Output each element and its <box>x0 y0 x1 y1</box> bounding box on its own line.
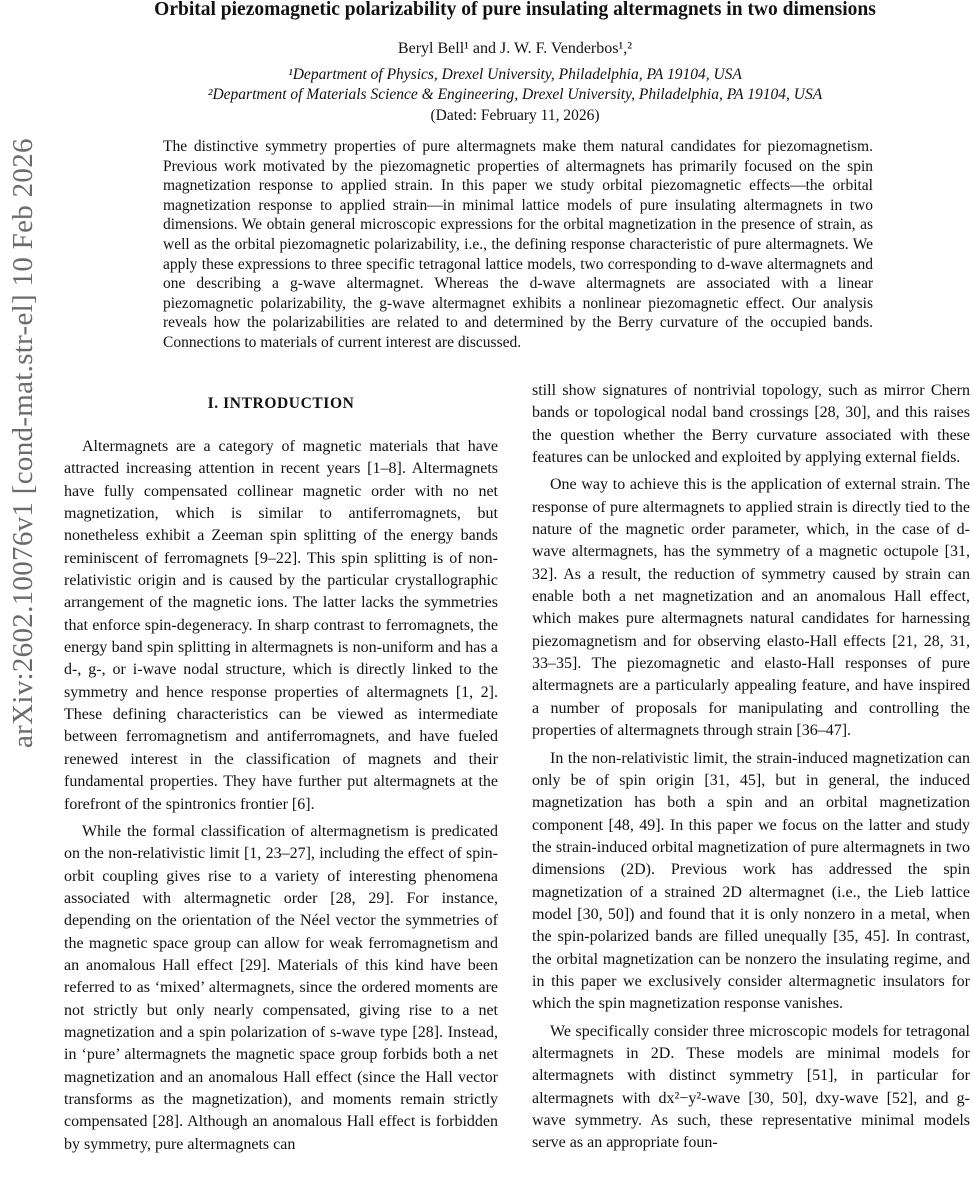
author-list: Beryl Bell¹ and J. W. F. Venderbos¹,² <box>397 40 633 57</box>
left-column <box>64 436 498 1200</box>
right-column <box>532 380 970 1200</box>
paragraph: We specifically consider three microscopic models for tetragonal altermagnets in 2D. These models are minimal models for altermagnets with distinct symmetry [51], in particular for altermagnets with dx²−y²-wave [30, 50], dxy-wave [52], and g-wave symmetry. As such, these representative minimal models serve as an appropriate foun- <box>532 1022 970 1152</box>
paragraph: One way to achieve this is the application of external strain. The response of pure altermagnets to applied strain is directly tied to the nature of the magnetic order parameter, which, in the case of d-wave altermagnets, has the symmetry of a magnetic octupole [31, 32]. As a result, the reduction of symmetry caused by strain can enable both a net magnetization and an anomalous Hall effect, which makes pure altermagnets natural candidates for harnessing piezomagnetism and for observing elasto-Hall effects [21, 28, 31, 33–35]. The piezomagnetic and elasto-Hall responses of pure altermagnets are a particularly appealing feature, and have inspired a number of proposals for manipulating and controlling the properties of altermagnets through strain [36–47]. <box>532 476 970 740</box>
arxiv-identifier: arXiv:2602.10076v1 [cond-mat.str-el] 10 Feb 2026 <box>7 138 39 748</box>
affiliation-2: ²Department of Materials Science & Engineering, Drexel University, Philadelphia, PA 19104, USA <box>207 86 823 103</box>
paragraph: still show signatures of nontrivial topology, such as mirror Chern bands or topological nodal band crossings [28, 30], and this raises the question whether the Berry curvature associated with these features can be unlocked and exploited by applying external fields. <box>532 382 970 467</box>
paper-title: Orbital piezomagnetic polarizability of pure insulating altermagnets in two dimensions <box>154 0 876 20</box>
paragraph: Altermagnets are a category of magnetic materials that have attracted increasing attention in recent years [1–8]. Altermagnets have fully compensated collinear magnetic order with no net magnetization, which is similar to antiferromagnets, but nonetheless exhibit a Zeeman spin splitting of the energy bands reminiscent of ferromagnets [9–22]. This spin splitting is of non-relativistic origin and is caused by the particular crystallographic arrangement of the magnetic ions. The latter lacks the symmetries that enforce spin-degeneracy. In sharp contrast to ferromagnets, the energy band spin splitting in altermagnets is non-uniform and has a d-, g-, or i-wave nodal structure, which is directly linked to the symmetry and hence response properties of altermagnets [1, 2]. These defining characteristics can be viewed as intermediate between ferromagnetism and antiferromagnets, and have fueled renewed interest in the classification of magnets and their fundamental properties. They have further put altermagnets at the forefront of the spintronics frontier [6]. <box>64 438 498 813</box>
abstract: The distinctive symmetry properties of pure altermagnets make them natural candidates for piezomagnetism. Previous work motivated by the piezomagnetic properties of altermagnets has primarily focused on the spin magnetization response to applied strain. In this paper we study orbital piezomagnetic effects—the orbital magnetization response to applied strain—in minimal lattice models of pure insulating altermagnets in two dimensions. We obtain general microscopic expressions for the orbital magnetization in the presence of strain, as well as the orbital piezomagnetic polarizability, i.e., the defining response characteristic of pure altermagnets. We apply these expressions to three specific tetragonal lattice models, two corresponding to d-wave altermagnets and one describing a g-wave altermagnet. Whereas the d-wave altermagnets are associated with a linear piezomagnetic polarizability, the g-wave altermagnet exhibits a nonlinear piezomagnetic effect. Our analysis reveals how the polarizabilities are related to and determined by the Berry curvature of the occupied bands. Connections to materials of current interest are discussed. <box>163 138 873 351</box>
affiliation-1: ¹Department of Physics, Drexel University, Philadelphia, PA 19104, USA <box>288 66 742 83</box>
date-line: (Dated: February 11, 2026) <box>430 107 600 124</box>
paragraph: While the formal classification of altermagnetism is predicated on the non-relativistic limit [1, 23–27], including the effect of spin-orbit coupling gives rise to a variety of interesting phenomena associated with altermagnetic order [28, 29]. For instance, depending on the orientation of the Néel vector the symmetries of the magnetic space group can allow for weak ferromagnetism and an anomalous Hall effect [29]. Materials of this kind have been referred to as ‘mixed’ altermagnets, since the ordered moments are not strictly but only nearly compensated, giving rise to a net magnetization and a spin polarization of s-wave type [28]. Instead, in ‘pure’ altermagnets the magnetic space group forbids both a net magnetization and an anomalous Hall effect (since the Hall vector transforms as the magnetization), and moments remain strictly compensated [28]. Although an anomalous Hall effect is forbidden by symmetry, pure altermagnets can <box>64 822 498 1153</box>
paragraph: In the non-relativistic limit, the strain-induced magnetization can only be of spin origin [31, 45], but in general, the induced magnetization has both a spin and an orbital magnetization component [48, 49]. In this paper we focus on the latter and study the strain-induced orbital magnetization of pure altermagnets in two dimensions (2D). Previous work has addressed the spin magnetization of a strained 2D altermagnet (i.e., the Lieb lattice model [30, 50]) and found that it is only nonzero in a metal, when the spin-polarized bands are filled unequally [35, 45]. In contrast, the orbital magnetization can be nonzero the insulating regime, and in this paper we exclusively consider altermagnetic insulators for which the spin magnetization response vanishes. <box>532 749 970 1013</box>
section-heading-introduction: I. INTRODUCTION <box>207 395 355 412</box>
